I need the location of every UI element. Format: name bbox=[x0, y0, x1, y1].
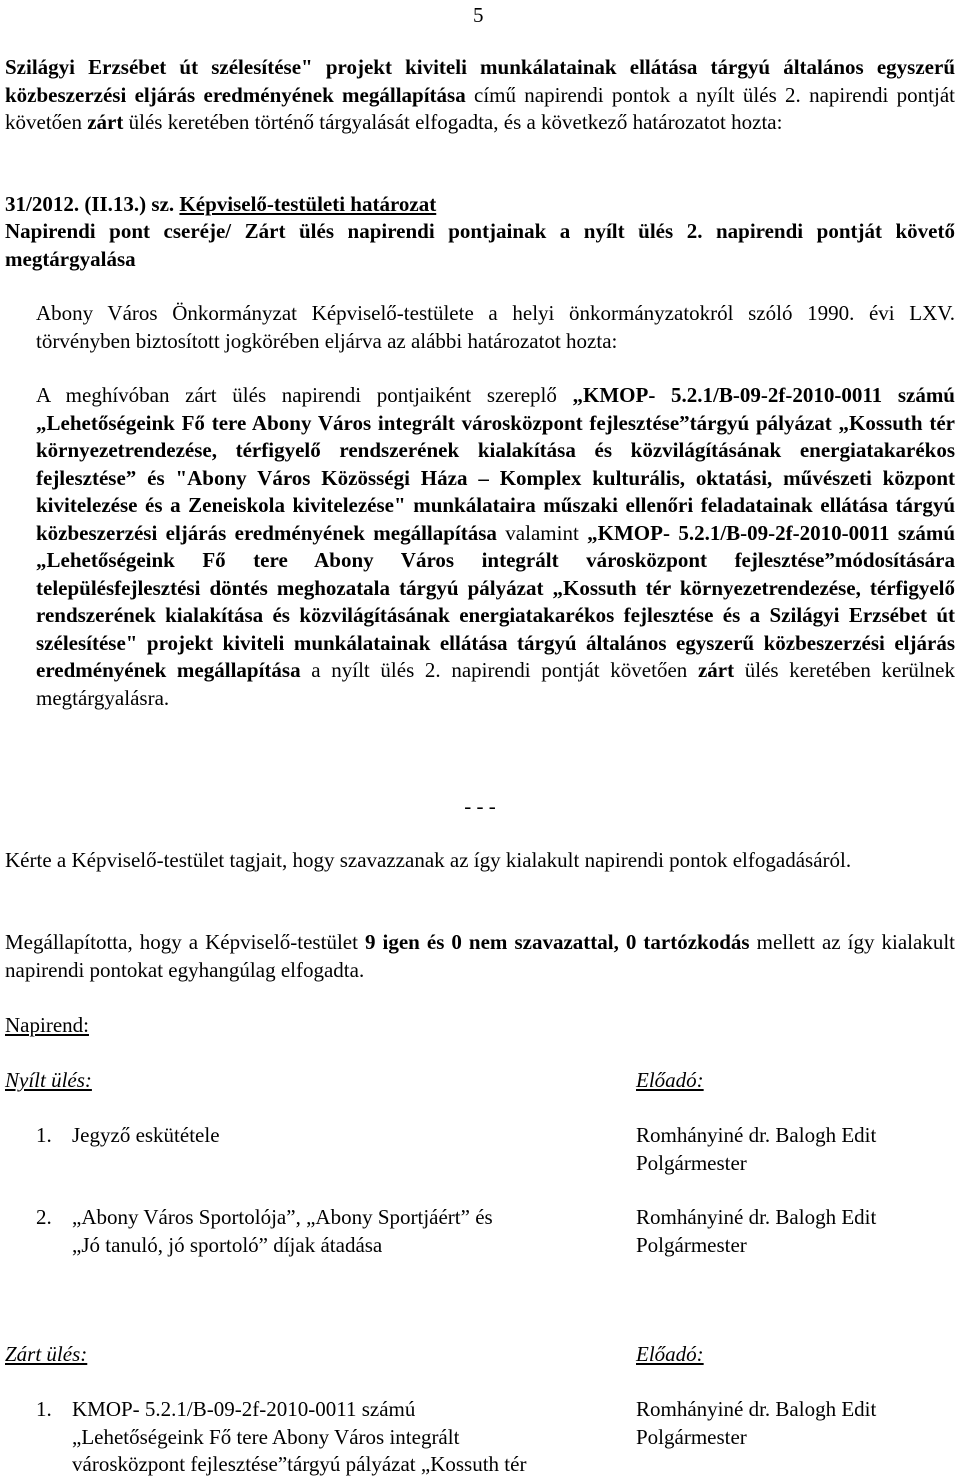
b2-text-4: ülés keretében kerülnek megtárgyalásra. bbox=[36, 658, 955, 710]
vote-paragraph bbox=[5, 929, 955, 984]
intro-bold-1: Szilágyi Erzsébet út szélesítése" projekt kiviteli munkálatainak ellátása tárgyú általános egyszerű közbeszerzési eljárás eredményének megállapítása bbox=[5, 55, 955, 107]
b2-text-1: A meghívóban zárt ülés napirendi pontjaiként szereplő bbox=[36, 383, 573, 407]
open-item-1-presenter bbox=[636, 1122, 960, 1177]
open-item-2-title bbox=[72, 1204, 602, 1259]
b2-bold-2: „KMOP- 5.2.1/B-09-2f-2010-0011 számú „Lehetőségeink Fő tere Abony Város integrált városközpont fejlesztése”módosítására településfejlesztési döntés meghozatala tárgyú pályázat „Kossuth tér környezetrendezése, térfigyelő rendszerének kialakítása és közvilágításának energiatakarékos fejlesztése és a Szilágyi Erzsébet út szélesítése" projekt kiviteli munkálatainak ellátása tárgyú általános egyszerű közbeszerzési eljárás eredményének megállapítása bbox=[36, 520, 956, 682]
closed-presenter-label: Előadó: bbox=[636, 1342, 704, 1366]
resolution-subject bbox=[5, 218, 955, 273]
request-paragraph: Kérte a Képviselő-testület tagjait, hogy szavazzanak az így kialakult napirendi pontok elfogadásáról. bbox=[5, 848, 852, 872]
intro-bold-2: zárt bbox=[87, 110, 124, 134]
open-item-1-title-line-1: Jegyző eskütétele bbox=[72, 1123, 220, 1147]
closed-item-1-title bbox=[72, 1396, 602, 1479]
open-item-1-title bbox=[72, 1122, 602, 1150]
vote-text-2: mellett az így kialakult napirendi pontokat egyhangúlag elfogadta. bbox=[5, 930, 955, 982]
b2-bold-3: zárt bbox=[697, 658, 735, 682]
open-item-2-title-line-1: „Abony Város Sportolója”, „Abony Sportjáért” és bbox=[72, 1205, 493, 1229]
b2-text-3: a nyílt ülés 2. napirendi pontját követően bbox=[300, 658, 698, 682]
closed-item-1-title-line-3: városközpont fejlesztése”tárgyú pályázat „Kossuth tér bbox=[72, 1452, 527, 1476]
open-item-2-title-line-2: „Jó tanuló, jó sportoló” díjak átadása bbox=[72, 1232, 383, 1257]
open-item-2-presenter bbox=[636, 1204, 960, 1259]
closed-item-1-presenter-name: Romhányiné dr. Balogh Edit bbox=[636, 1397, 877, 1421]
closed-item-1-num: 1. bbox=[36, 1397, 52, 1421]
intro-text-2: ülés keretében történő tárgyalását elfogadta, és a következő határozatot hozta: bbox=[123, 110, 783, 134]
open-item-1-num: 1. bbox=[36, 1123, 52, 1147]
open-item-1-presenter-name: Romhányiné dr. Balogh Edit bbox=[636, 1123, 877, 1147]
closed-item-1-presenter bbox=[636, 1396, 960, 1451]
intro-text-1: című napirendi pontok a nyílt ülés 2. napirendi pontját követően bbox=[5, 82, 955, 134]
open-item-2-presenter-role: Polgármester bbox=[636, 1232, 747, 1257]
closed-session-label: Zárt ülés: bbox=[5, 1342, 88, 1366]
resolution-number: 31/2012. (II.13.) sz. bbox=[5, 192, 175, 216]
resolution-title: Képviselő-testületi határozat bbox=[179, 192, 437, 216]
agenda-heading-text: Napirend: bbox=[5, 1013, 89, 1037]
resolution-body-1-text: Abony Város Önkormányzat Képviselő-testülete a helyi önkormányzatokról szóló 1990. évi LXV. törvényben biztosított jogkörében eljárva az alábbi határozatot hozta: bbox=[36, 301, 955, 353]
vote-bold: 9 igen és 0 nem szavazattal, 0 tartózkodás bbox=[364, 930, 750, 954]
open-item-1-presenter-role: Polgármester bbox=[636, 1150, 747, 1175]
b2-text-2: valamint bbox=[496, 520, 588, 545]
open-session-label: Nyílt ülés: bbox=[5, 1068, 92, 1092]
resolution-body-2 bbox=[36, 382, 955, 712]
agenda-heading bbox=[5, 1012, 955, 1040]
closed-item-1-title-line-2: „Lehetőségeink Fő tere Abony Város integrált bbox=[72, 1424, 460, 1449]
open-presenter-label: Előadó: bbox=[636, 1068, 704, 1092]
page-number: 5 bbox=[473, 3, 484, 27]
closed-item-1-presenter-role: Polgármester bbox=[636, 1424, 747, 1449]
resolution-body-1 bbox=[36, 300, 955, 355]
vote-text-1: Megállapította, hogy a Képviselő-testület bbox=[5, 930, 365, 954]
separator: - - - bbox=[464, 794, 496, 818]
intro-paragraph bbox=[5, 54, 955, 137]
resolution-header bbox=[5, 191, 955, 219]
open-item-2-num: 2. bbox=[36, 1205, 52, 1229]
closed-item-1-title-line-1: KMOP- 5.2.1/B-09-2f-2010-0011 számú bbox=[72, 1397, 416, 1421]
resolution-subject-text: Napirendi pont cseréje/ Zárt ülés napirendi pontjainak a nyílt ülés 2. napirendi pontját követő megtárgyalása bbox=[5, 219, 955, 271]
open-item-2-presenter-name: Romhányiné dr. Balogh Edit bbox=[636, 1205, 877, 1229]
b2-bold-1: „KMOP- 5.2.1/B-09-2f-2010-0011 számú „Lehetőségeink Fő tere Abony Város integrált városközpont fejlesztése”tárgyú pályázat „Kossuth tér környezetrendezése, térfigyelő rendszerének kialakítása és közvilágításának energiatakarékos fejlesztése” és "Abony Város Közösségi Háza – Komplex kulturális, oktatási, művészeti központ kivitelezése és a Zeneiskola kivitelezése" munkálataira műszaki ellenőri feladatainak ellátása tárgyú közbeszerzési eljárás eredményének megállapítása bbox=[36, 383, 955, 545]
